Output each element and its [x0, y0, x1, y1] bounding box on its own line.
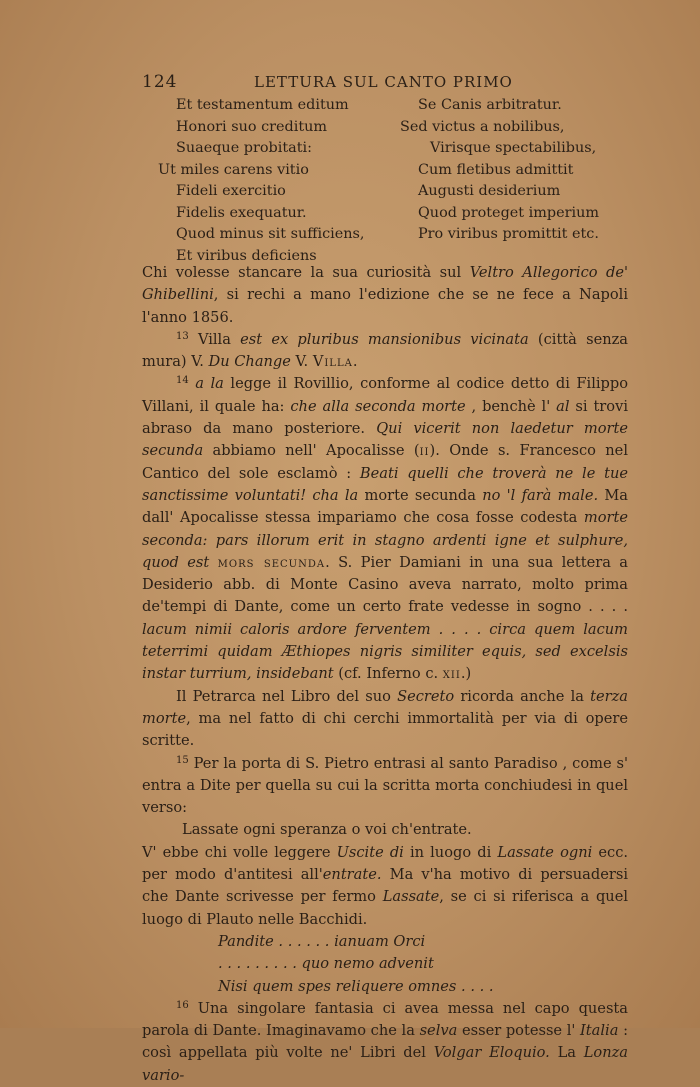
- text-run: .: [352, 353, 358, 371]
- text-run: Ma v'ha motivo di persuadersi che Dante scrivesse per fermo: [142, 866, 628, 906]
- page-header: [142, 72, 634, 96]
- verse-line: Et testamentum editum: [176, 97, 349, 113]
- text-run: ii: [419, 442, 430, 460]
- text-run: morte secunda: [358, 486, 483, 504]
- verse-line: Honori suo creditum: [176, 118, 328, 135]
- text-run: morte seconda: pars illorum erit in stagno ardenti igne et sulphure, quod est: [142, 509, 628, 571]
- text-run: che alla seconda morte: [290, 397, 466, 415]
- latin-verse: [142, 95, 662, 267]
- note-number: 16: [176, 999, 189, 1011]
- verse-line: Fideli exercitio: [176, 183, 286, 199]
- note-13: [142, 329, 628, 374]
- verse-line: Fidelis exequatur.: [176, 204, 307, 221]
- text-run: xii: [442, 665, 461, 683]
- text-run: , ma nel fatto di chi cerchi immortalità per via di opere scritte.: [142, 709, 628, 750]
- text-run: Beati quelli che troverà ne le tue sanctissime voluntati! cha la: [142, 464, 628, 504]
- text-run: Chi volesse stancare la sua curiosità sul: [142, 264, 470, 281]
- text-run: legge il Rovillio, conforme al codice detto di Filippo Villani, il quale ha:: [142, 375, 629, 415]
- note-number: 14: [176, 375, 189, 387]
- verse-line: Pro viribus promittit etc.: [418, 226, 599, 242]
- text-run: . S. Pier Damiani in una sua lettera a Desiderio abb. di Monte Casino aveva narrato, molto prima de'tempi di Dante, come un certo frate vedesse in sogno . . . .: [142, 553, 629, 616]
- text-run: ricorda anche la: [454, 687, 591, 705]
- text-run: si trovi abraso da mano posteriore.: [142, 397, 628, 438]
- verse-line: Quod minus sit sufficiens,: [176, 226, 365, 242]
- verse-line: Sed victus a nobilibus,: [400, 118, 565, 135]
- text-run: , se ci si riferisca a quel luogo di Plauto nelle Bacchidi.: [142, 888, 628, 928]
- text-run: Secreto: [397, 687, 455, 705]
- text-run: a la: [195, 375, 224, 393]
- text-run: Villa: [188, 330, 241, 348]
- text-run: Du Change: [208, 353, 291, 371]
- text-run: selva: [419, 1022, 458, 1040]
- text-run: abbiamo nell' Apocalisse (: [203, 442, 420, 460]
- text-run: entrate.: [322, 866, 382, 884]
- verse-line: Se Canis arbitratur.: [418, 97, 562, 113]
- text-run: Qui vicerit non laedetur morte secunda: [142, 420, 628, 460]
- text-run: .): [460, 665, 472, 683]
- note-15: [142, 753, 628, 820]
- plautus-quote-line: Pandite . . . . . . ianuam Orci: [218, 932, 426, 950]
- text-run: no 'l farà male.: [482, 486, 599, 504]
- text-run: Una singolare fantasia ci avea messa nel capo questa parola di Dante. Imaginavamo che la: [142, 999, 628, 1040]
- verse-line: Augusti desiderium: [418, 183, 561, 199]
- note-15-continued: [142, 842, 628, 931]
- verse-line: Quod proteget imperium: [418, 204, 600, 221]
- running-title: LETTURA SUL CANTO PRIMO: [254, 73, 513, 91]
- text-run: al: [556, 397, 570, 415]
- text-run: Lonza vario-: [142, 1044, 629, 1084]
- verse-line: Ut miles carens vitio: [158, 161, 309, 178]
- text-run: Volgar Eloquio.: [433, 1044, 550, 1062]
- note-14: [142, 373, 628, 685]
- text-run: Lassate: [382, 888, 440, 906]
- text-run: La: [549, 1044, 584, 1062]
- text-run: V' ebbe chi volle leggere: [142, 843, 337, 861]
- text-run: Ma dall' Apocalisse stessa impariamo che cosa fosse codesta: [142, 486, 628, 527]
- text-run: esser potesse l': [457, 1022, 581, 1040]
- text-run: Villa: [312, 353, 353, 371]
- note-number: 15: [176, 754, 189, 766]
- text-run: terza morte: [142, 687, 628, 727]
- text-run: ecc. per modo d'antitesi all': [142, 843, 629, 884]
- text-run: Uscite di: [336, 843, 404, 861]
- text-run: : così appellata più volte ne' Libri del: [142, 1022, 628, 1062]
- paragraph-petrarca: [142, 686, 628, 753]
- text-run: V.: [290, 353, 313, 371]
- text-run: (cf. Inferno c.: [333, 665, 443, 683]
- inferno-quote: Lassate ogni speranza o voi ch'entrate.: [182, 821, 472, 839]
- text-run: in luogo di: [403, 843, 498, 861]
- text-run: est ex pluribus mansionibus vicinata: [240, 330, 529, 348]
- note-16: [142, 998, 628, 1087]
- verse-line: Et viribus deficiens: [176, 247, 317, 264]
- text-run: Per la porta di S. Pietro entrasi al santo Paradiso , come s' entra a Dite per quella su cui la scritta morta conchiudesi in quel verso:: [142, 754, 628, 817]
- text-run: (città senza mura) V.: [142, 330, 628, 371]
- text-run: ). Onde s. Francesco nel Cantico del sole esclamò :: [142, 442, 628, 482]
- text-run: , si rechi a mano l'edizione che se ne fece a Napoli l'anno 1856.: [142, 286, 628, 326]
- verse-line: Suaeque probitati:: [176, 140, 312, 156]
- page-number: 124: [142, 72, 178, 92]
- plautus-quote-line: Nisi quem spes reliquere omnes . . . .: [218, 977, 494, 995]
- verse-line: Virisque spectabilibus,: [430, 140, 597, 156]
- page-body: [142, 262, 628, 1087]
- text-run: Italia: [580, 1022, 619, 1040]
- plautus-quote-line: . . . . . . . . . quo nemo advenit: [218, 955, 434, 973]
- text-run: Lassate ogni: [497, 843, 593, 861]
- text-run: mors secunda: [217, 553, 326, 571]
- paragraph-veltro: [142, 262, 628, 329]
- verse-line: Cum fletibus admittit: [418, 161, 574, 178]
- text-run: lacum nimii caloris ardore ferventem . . . . circa quem lacum teterrimi quidam Æthiopes nigris similiter equis, sed excelsis instar turrium, insidebant: [142, 620, 628, 683]
- note-number: 13: [176, 330, 189, 342]
- text-run: Veltro Allegorico de' Ghibellini: [142, 264, 628, 304]
- text-run: Il Petrarca nel Libro del suo: [176, 687, 398, 705]
- text-run: , benchè l': [465, 397, 557, 415]
